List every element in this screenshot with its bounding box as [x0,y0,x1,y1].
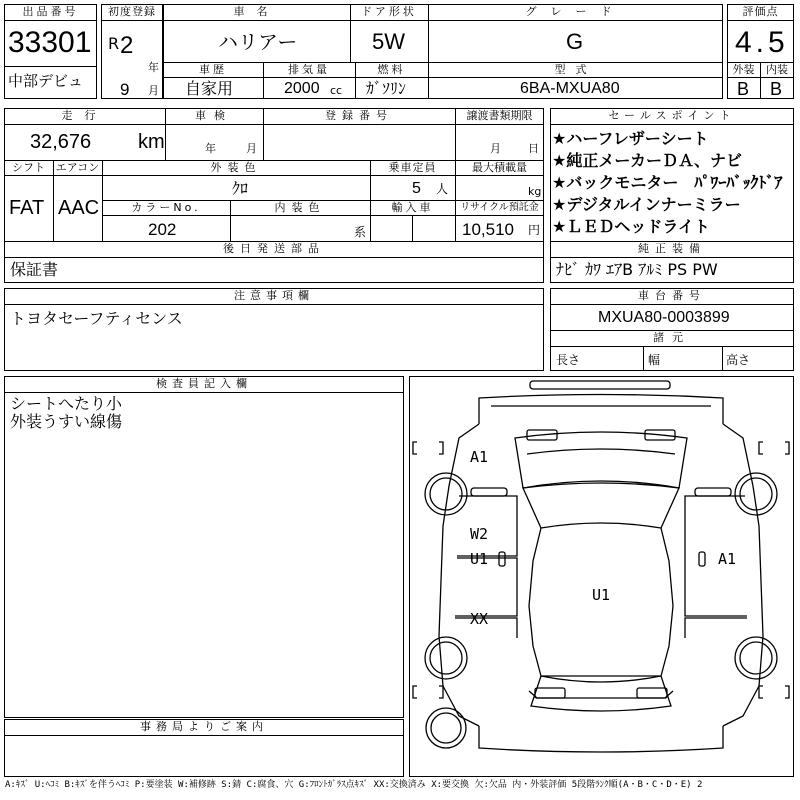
inspector-line: 外装うすい線傷 [10,412,123,431]
damage-r-door: A1 [718,550,737,568]
reg-month: 9 [120,80,130,99]
recycle-value: 10,510 [462,220,514,239]
inspector-line: シートへたり小 [10,394,123,413]
model-value: 6BA-MXUA80 [520,80,620,97]
mileage-value: 32,676 [30,131,92,153]
lot-label: 出品番号 [22,5,79,18]
displacement-value: 2000 [284,80,320,97]
damage-roof: U1 [592,586,611,604]
sales-point: ★純正メーカーＤＡ、ナビ [552,151,743,170]
colorno-value: 202 [148,220,177,239]
damage-l-quarter: XX [470,610,489,628]
car-name: ハリアー [218,30,298,54]
sales-point: ★ハーフレザーシート [552,129,709,148]
damage-fl-fender: A1 [470,448,489,466]
sales-point: ★ＬＥＤヘッドライト [552,217,710,236]
ac-value: AAC [58,197,100,219]
int-value: B [770,79,783,99]
car-diagram [409,376,794,777]
damage-l-rear-door: U1 [470,550,489,568]
notes-value: トヨタセーフティセンス [10,309,183,328]
debut-label: 中部デビュ [8,72,84,90]
reg-year: 2 [120,32,134,59]
fuel-value: ｶﾞｿﾘﾝ [366,79,407,98]
sales-point: ★デジタルインナーミラー [552,195,741,214]
first-reg-label: 初度登録 [108,5,156,18]
capacity-value: 5 [412,180,421,197]
grade-value: G [566,29,584,54]
later-parts-value: 保証書 [10,260,59,279]
lot-value: 33301 [8,26,92,59]
ext-value: B [737,79,750,99]
shift-value: FAT [9,197,45,219]
legend: A:ｷｽﾞ U:ﾍｺﾐ B:ｷｽﾞを伴うﾍｺﾐ P:要塗装 W:補修跡 S:錆 C:腐食、穴 G:ﾌﾛﾝﾄｶﾞﾗｽ点ｷｽﾞ XX:交換済み X:要交換 欠:欠品 内・外装評価 5段階ﾗﾝｸ順(A・B・C・D・E) 2 [5,780,703,790]
sales-point: ★バックモニター ﾊﾟﾜｰﾊﾞｯｸﾄﾞｱ [552,173,783,192]
era: R [108,34,120,53]
score-value: 4.5 [735,26,789,59]
door-value: 5W [372,29,405,54]
history-value: 自家用 [185,79,234,98]
damage-l-front-door: W2 [470,525,489,543]
equipment-value: ﾅﾋﾞ ｶﾜ ｴｱB ｱﾙﾐ PS PW [556,260,718,279]
color-value: ｸﾛ [232,179,249,198]
chassis-value: MXUA80-0003899 [598,309,730,326]
